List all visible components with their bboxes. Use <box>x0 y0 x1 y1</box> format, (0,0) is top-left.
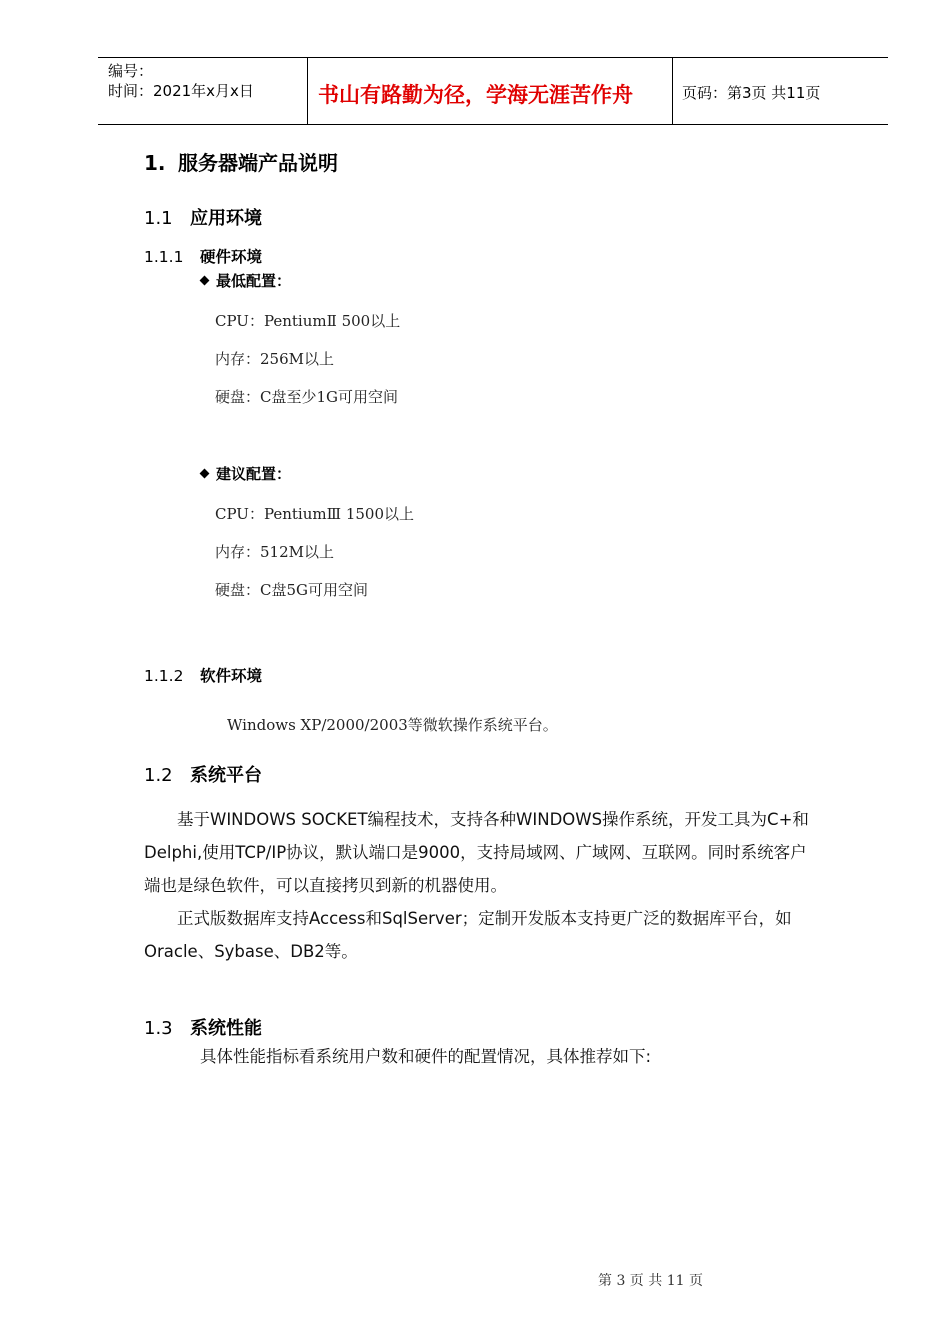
section-1-1-1-heading <box>144 245 262 267</box>
rec-config-cpu: CPU：PentiumⅢ 1500以上 <box>215 505 415 523</box>
section-title: 服务器端产品说明 <box>178 151 338 175</box>
section-number: 1. <box>144 151 166 175</box>
section-title: 硬件环境 <box>200 248 263 266</box>
section-number: 1.1 <box>144 208 173 229</box>
platform-paragraph-line: 基于WINDOWS SOCKET编程技术，支持各种WINDOWS操作系统，开发工具为C+和 <box>177 810 809 829</box>
min-config-memory: 内存：256M以上 <box>215 350 334 368</box>
diamond-bullet-icon <box>200 276 210 286</box>
min-config-cpu: CPU：PentiumⅡ 500以上 <box>215 312 401 330</box>
header-top-rule <box>98 57 888 58</box>
header-bottom-rule <box>98 124 888 125</box>
section-1-1-2-heading <box>144 664 262 686</box>
section-title: 系统平台 <box>190 765 262 786</box>
section-title: 系统性能 <box>190 1018 262 1039</box>
section-number: 1.2 <box>144 765 173 786</box>
diamond-bullet-icon <box>200 469 210 479</box>
section-title: 软件环境 <box>200 667 263 685</box>
database-paragraph-line: Oracle、Sybase、DB2等。 <box>144 942 358 961</box>
page-footer: 第 3 页 共 11 页 <box>598 1273 703 1289</box>
rec-config-heading: 建议配置： <box>201 463 291 484</box>
section-1-heading <box>144 147 338 176</box>
software-env-text: Windows XP/2000/2003等微软操作系统平台。 <box>227 716 558 734</box>
header-motto: 书山有路勤为径，学海无涯苦作舟 <box>318 82 633 107</box>
header-page-label: 页码：第3页 共11页 <box>682 84 821 102</box>
min-config-heading: 最低配置： <box>201 270 291 291</box>
section-number: 1.1.2 <box>144 667 184 685</box>
section-number: 1.1.1 <box>144 248 184 266</box>
platform-paragraph-line: Delphi,使用TCP/IP协议，默认端口是9000，支持局域网、广域网、互联网。同时系统客户 <box>144 843 807 862</box>
section-1-2-heading <box>144 761 262 787</box>
doc-time-label: 时间：2021年x月x日 <box>108 82 254 100</box>
section-number: 1.3 <box>144 1018 173 1039</box>
doc-number-label: 编号： <box>108 62 154 80</box>
platform-paragraph-line: 端也是绿色软件，可以直接拷贝到新的机器使用。 <box>144 876 507 895</box>
header-divider-right <box>672 57 673 125</box>
rec-config-memory: 内存：512M以上 <box>215 543 334 561</box>
header-divider-left <box>307 57 308 125</box>
section-title: 应用环境 <box>190 208 262 229</box>
section-1-3-heading <box>144 1014 262 1040</box>
min-config-disk: 硬盘：C盘至少1G可用空间 <box>215 388 399 406</box>
performance-text: 具体性能指标看系统用户数和硬件的配置情况，具体推荐如下: <box>200 1047 652 1066</box>
database-paragraph-line: 正式版数据库支持Access和SqlServer；定制开发版本支持更广泛的数据库平台，如 <box>177 909 792 928</box>
rec-config-disk: 硬盘：C盘5G可用空间 <box>215 581 369 599</box>
section-1-1-heading <box>144 204 262 230</box>
